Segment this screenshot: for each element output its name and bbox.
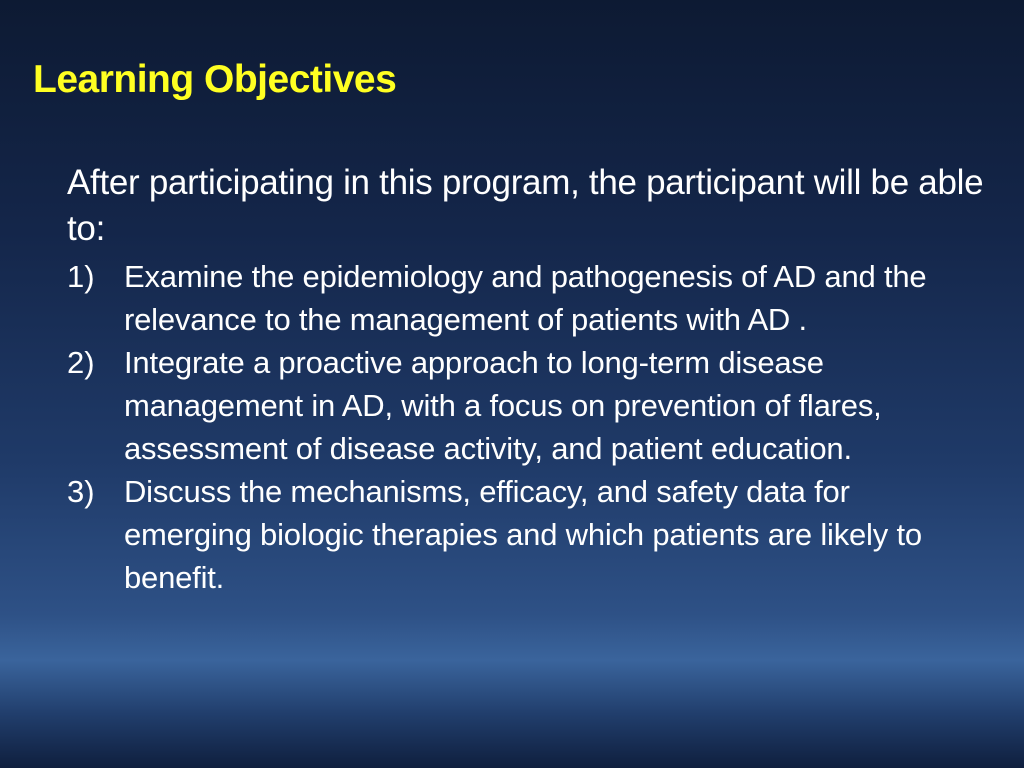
- list-item-number: 1): [67, 259, 95, 294]
- list-item: [67, 255, 967, 341]
- objectives-list: [67, 255, 967, 599]
- list-item-number: 3): [67, 474, 95, 509]
- list-item: [67, 470, 967, 599]
- list-item-number: 2): [67, 345, 95, 380]
- slide-title: Learning Objectives: [33, 58, 397, 101]
- list-item-text: Integrate a proactive approach to long-term disease management in AD, with a focus on prevention of flares, assessment of disease activity, and patient education.: [124, 345, 882, 466]
- list-item: [67, 341, 967, 470]
- list-item-text: Examine the epidemiology and pathogenesis of AD and the relevance to the management of patients with AD .: [124, 259, 927, 337]
- intro-text: After participating in this program, the participant will be able to:: [67, 163, 984, 248]
- list-item-text: Discuss the mechanisms, efficacy, and safety data for emerging biologic therapies and which patients are likely to benefit.: [124, 474, 922, 595]
